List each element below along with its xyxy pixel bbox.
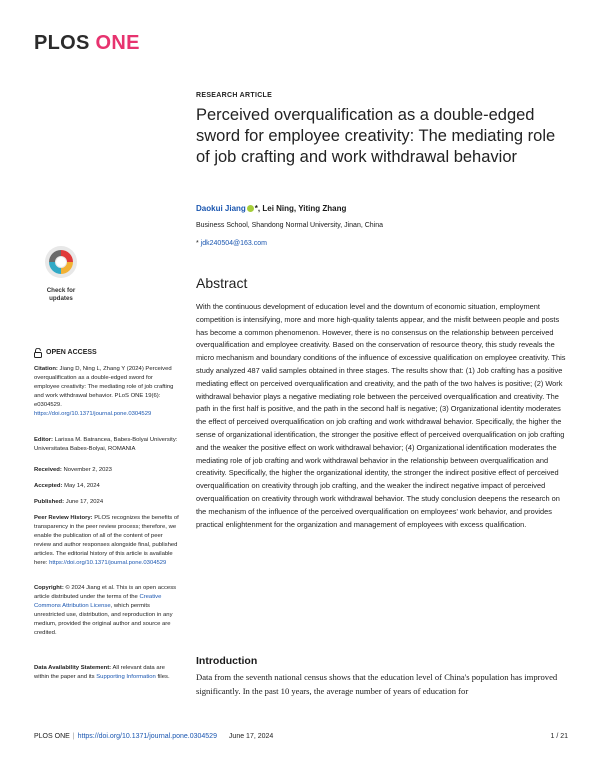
received-label: Received: (34, 467, 62, 473)
article-type: RESEARCH ARTICLE (196, 92, 273, 99)
page-number: 1 / 21 (550, 733, 568, 740)
footer-date: June 17, 2024 (228, 733, 274, 740)
data-availability-text-2: files. (157, 673, 170, 680)
check-for-updates-button[interactable] (36, 245, 86, 302)
peer-review-block (34, 514, 180, 567)
article-title: Perceived overqualification as a double-edged sword for employee creativity: The mediating role of job crafting and work withdrawal behavior (196, 106, 556, 166)
citation-doi-link[interactable]: https://doi.org/10.1371/journal.pone.0304529 (34, 410, 152, 417)
peer-review-label: Peer Review History: (34, 515, 93, 521)
page-footer (34, 733, 568, 740)
license-link[interactable]: Creative Commons Attribution License (34, 593, 162, 609)
footer-doi-link[interactable]: https://doi.org/10.1371/journal.pone.0304529 (77, 733, 217, 740)
footer-separator: | (72, 733, 75, 740)
open-lock-icon (34, 348, 42, 358)
accepted-block (34, 482, 180, 491)
logo-one: ONE (95, 32, 140, 54)
peer-review-text: PLOS recognizes the benefits of transparency in the peer review process; therefore, we enable the publication of all of the content of peer review and author responses alongside final, published articles. The editorial history of this article is available here: (34, 515, 179, 566)
check-updates-line2: updates (49, 294, 73, 302)
copyright-text-2: , which permits unrestricted use, distribution, and reproduction in any medium, provided the original author and source are credited. (34, 602, 173, 636)
received-date: November 2, 2023 (63, 467, 112, 473)
author-list (196, 204, 568, 213)
corresponding-mark: * (254, 204, 258, 213)
citation-label: Citation: (34, 366, 58, 372)
editor-text: Larissa M. Batrancea, Babes-Bolyai University: Universitatea Babes-Bolyai, ROMANIA (34, 437, 178, 452)
copyright-block (34, 584, 180, 637)
data-availability-block (34, 664, 180, 682)
email-mark: * (196, 240, 199, 247)
orcid-icon[interactable] (247, 205, 254, 212)
copyright-label: Copyright: (34, 585, 64, 591)
affiliation: Business School, Shandong Normal University, Jinan, China (196, 222, 384, 229)
email-line (196, 240, 568, 247)
editor-label: Editor: (34, 437, 53, 443)
check-updates-line1: Check for (46, 287, 76, 294)
introduction-text: Data from the seventh national census shows that the education level of China's population has improved significantly. In the past 10 years, the average number of years of education for (196, 672, 558, 696)
accepted-label: Accepted: (34, 483, 63, 489)
footer-journal: PLOS ONE (34, 733, 70, 740)
editor-block (34, 436, 180, 454)
data-availability-label: Data Availability Statement: (34, 665, 112, 671)
open-access-label: OPEN ACCESS (46, 348, 97, 356)
supporting-info-link[interactable]: Supporting Information (96, 673, 156, 680)
author-link-jiang[interactable]: Daokui Jiang (196, 204, 246, 213)
published-block (34, 498, 180, 507)
open-access-badge (34, 348, 180, 358)
received-block (34, 466, 180, 475)
logo-plos: PLOS (34, 32, 90, 54)
copyright-text-1: © 2024 Jiang et al. This is an open access article distributed under the terms of the (34, 585, 177, 600)
author-list-rest: , Lei Ning, Yiting Zhang (257, 204, 347, 213)
abstract-text: With the continuous development of education level and the downturn of economic situation, employment competition is intensifying, more and more high-quality talents appear, and the misfit between people and posts has become a common phenomenon. However, there is no consensus on the relationship between perceived overqualification and employee creativity. Based on the conservation of resource theory, this study reveals the micro mechanism and boundary conditions of the influence of excessive qualification on employee creativity. This study analyzed 487 valid samples obtained in three stages. The results show that: (1) Job crafting has a positive mediating effect on perceived overqualification and creativity, and the path of the two halves is positive; (2) Work withdrawal behavior plays a negative mediating role between the perceived overqualification and creativity. The path in the first half is positive, and the path in the second half is negative; (3) Organizational identity moderates the effect of perceived overqualification on job crafting and work withdrawal behavior. Specifically, the higher the sense of organizational identification, the stronger the positive effect of perceived overqualification on job crafting and the weaker the positive effect on work withdrawal behavior; (4) Organizational identification moderates the mediating role of job crafting and work withdrawal behavior in the relationship between overqualification and creativity. Specifically, the higher the organizational identity, the stronger the indirect positive effect of perceived overqualification on creativity through job crafting, and the weaker the indirect negative impact of perceived overqualification on creativity through work withdrawal behavior. The study conclusion deepens the research on the mechanism of the influence of the perceived overqualification on employees' work behavior, and provides practical enlightenment for the organization and management of employees with excess qualification. (196, 302, 566, 529)
check-updates-icon (44, 245, 78, 279)
peer-review-link[interactable]: https://doi.org/10.1371/journal.pone.0304529 (49, 559, 167, 566)
abstract-heading: Abstract (196, 275, 248, 291)
email-link[interactable]: jdk240504@163.com (200, 240, 267, 247)
published-label: Published: (34, 499, 65, 505)
data-availability-text-1: All relevant data are within the paper and its (34, 665, 165, 680)
accepted-date: May 14, 2024 (64, 483, 100, 489)
citation-text: Jiang D, Ning L, Zhang Y (2024) Perceived overqualification as a double-edged sword for employee creativity: The mediating role of job crafting and work withdrawal behavior. PLoS ONE 19(6): e0304529. (34, 366, 174, 408)
journal-logo (34, 32, 140, 55)
introduction-heading: Introduction (196, 655, 258, 667)
published-date: June 17, 2024 (65, 499, 104, 505)
citation-block (34, 365, 180, 418)
